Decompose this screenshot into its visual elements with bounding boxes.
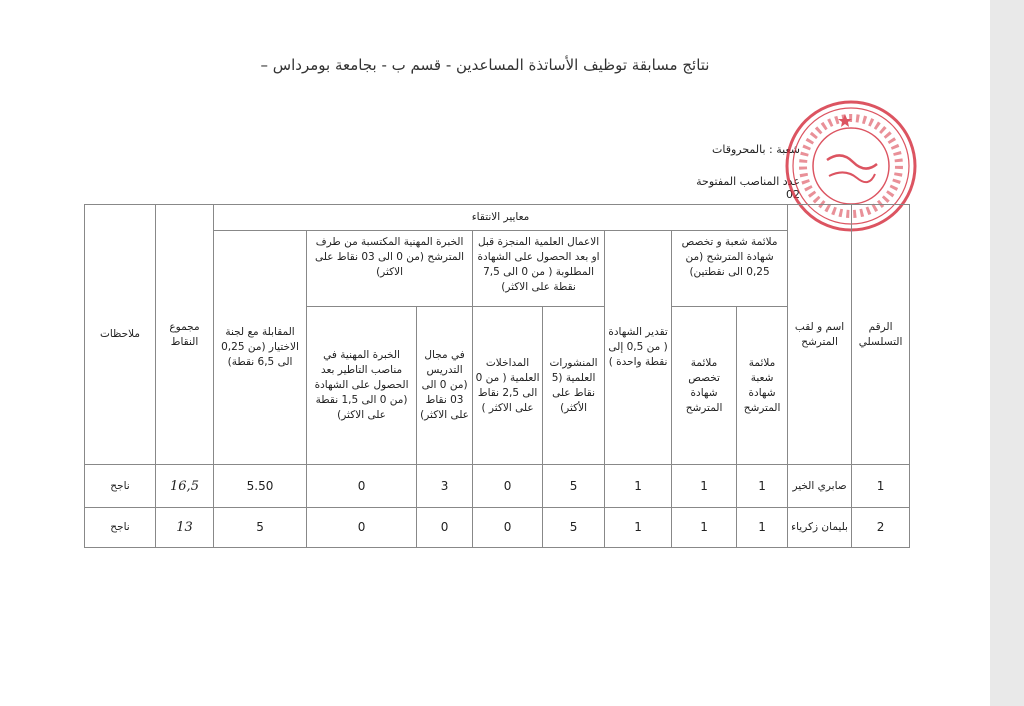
cell-name: صابري الخير [788, 465, 852, 508]
header-interview: المقابلة مع لجنة الاختيار (من 0,25 الى 6,5 نقطة) [214, 231, 307, 465]
cell-communications: 0 [473, 508, 543, 548]
cell-serial: 1 [852, 465, 910, 508]
cell-interview: 5.50 [214, 465, 307, 508]
header-suitability: ملائمة شعبة و تخصص شهادة المترشح (من 0,25 الى نقطتين) [672, 231, 788, 307]
header-publications: المنشورات العلمية (5 نقاط على الأكثر) [543, 307, 605, 465]
cell-degree-grade: 1 [605, 508, 672, 548]
header-supervision: الخبرة المهنية في مناصب التاطير بعد الحصول على الشهادة (من 0 الى 1,5 نقطة على الاكثر) [307, 307, 417, 465]
cell-teaching: 0 [417, 508, 473, 548]
header-serial: الرقم التسلسلي [852, 205, 910, 465]
header-scientific-works: الاعمال العلمية المنجزة قبل او بعد الحصول على الشهادة المطلوبة ( من 0 الى 7,5 نقطة على الاكثر) [473, 231, 605, 307]
header-total: مجموع النقاط [156, 205, 214, 465]
header-teaching: في مجال التدريس (من 0 الى 03 نقاط على الاكثر) [417, 307, 473, 465]
table-row [85, 465, 910, 508]
header-experience: الخبرة المهنية المكتسبة من طرف المترشح (من 0 الى 03 نقاط على الاكثر) [307, 231, 473, 307]
specialty-line: شعبة : بالمحروقات [711, 143, 800, 156]
cell-publications: 5 [543, 508, 605, 548]
header-remarks: ملاحظات [85, 205, 156, 465]
document-title: نتائج مسابقة توظيف الأساتذة المساعدين - قسم ب - بجامعة بومرداس – [260, 56, 710, 74]
cell-interview: 5 [214, 508, 307, 548]
header-suitability-specialty: ملائمة تخصص شهادة المترشح [672, 307, 737, 465]
cell-name: بليمان زكرياء [788, 508, 852, 548]
cell-remarks: ناجح [85, 465, 156, 508]
header-communications: المداخلات العلمية ( من 0 الى 2,5 نقاط على الاكثر ) [473, 307, 543, 465]
page-edge [990, 0, 1024, 706]
table-row [85, 508, 910, 548]
cell-suitability-branch: 1 [737, 465, 788, 508]
cell-suitability-branch: 1 [737, 508, 788, 548]
results-table [84, 204, 910, 548]
cell-remarks: ناجح [85, 508, 156, 548]
cell-supervision: 0 [307, 465, 417, 508]
header-degree-grade: تقدير الشهادة ( من 0,5 إلى نقطة واحدة ) [605, 231, 672, 465]
cell-total: 13 [156, 508, 214, 548]
header-criteria: معايير الانتقاء [214, 205, 788, 231]
cell-degree-grade: 1 [605, 465, 672, 508]
cell-supervision: 0 [307, 508, 417, 548]
cell-communications: 0 [473, 465, 543, 508]
posts-line: عدد المناصب المفتوحة 02 [696, 175, 800, 201]
cell-suitability-specialty: 1 [672, 465, 737, 508]
cell-teaching: 3 [417, 465, 473, 508]
cell-suitability-specialty: 1 [672, 508, 737, 548]
cell-serial: 2 [852, 508, 910, 548]
header-name: اسم و لقب المترشح [788, 205, 852, 465]
header-suitability-branch: ملائمة شعبة شهادة المترشح [737, 307, 788, 465]
cell-total: 16,5 [156, 465, 214, 508]
cell-publications: 5 [543, 465, 605, 508]
